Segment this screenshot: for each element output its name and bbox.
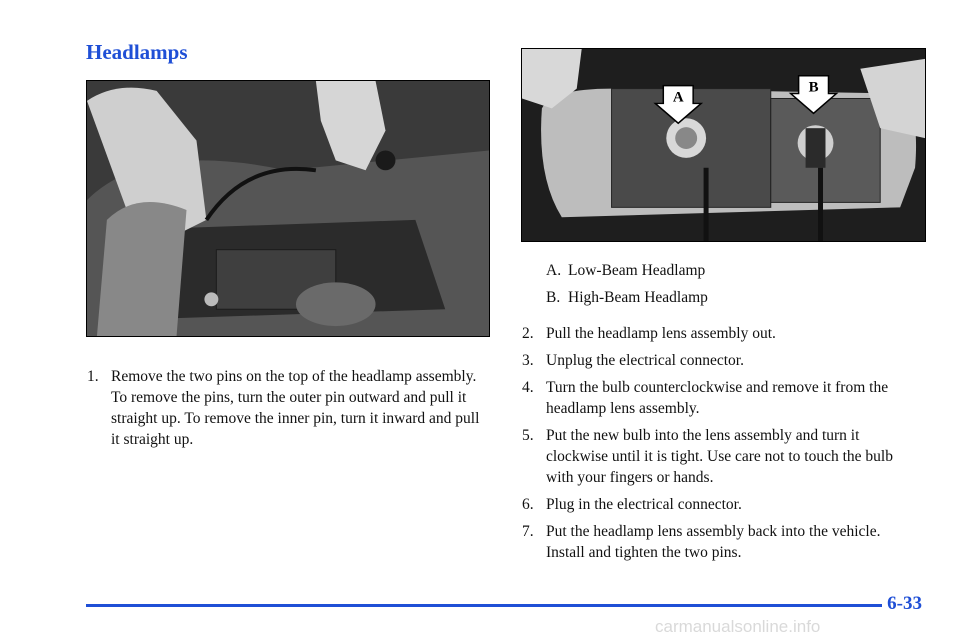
section-heading: Headlamps (86, 40, 188, 64)
step-text: Turn the bulb counterclockwise and remove it from the headlamp lens assembly. (546, 379, 889, 417)
watermark-text: carmanualsonline.info (655, 617, 821, 636)
caption-marker: A. (546, 262, 562, 279)
page-number: 6-33 (887, 593, 922, 614)
figure-captions (546, 260, 708, 314)
step-text: Unplug the electrical connector. (546, 352, 744, 369)
caption-item (546, 287, 708, 308)
step-number: 6. (522, 496, 534, 513)
step-number: 3. (522, 352, 534, 369)
steps-left-column (87, 366, 487, 456)
caption-item (546, 260, 708, 281)
step-number: 5. (522, 427, 534, 444)
steps-right-column (522, 323, 922, 569)
footer-rule (86, 604, 882, 607)
step-text: Pull the headlamp lens assembly out. (546, 325, 776, 342)
caption-text: Low-Beam Headlamp (568, 262, 706, 279)
caption-text: High-Beam Headlamp (568, 289, 708, 306)
step-item (522, 494, 922, 515)
step-text: Put the headlamp lens assembly back into the vehicle. Install and tighten the two pins. (546, 523, 881, 561)
step-number: 4. (522, 379, 534, 396)
step-number: 7. (522, 523, 534, 540)
step-item (522, 521, 922, 563)
headlamp-bulbs-photo (521, 48, 926, 242)
step-item (522, 350, 922, 371)
step-text: Put the new bulb into the lens assembly and turn it clockwise until it is tight. Use care not to touch the bulb with your fingers or hands. (546, 427, 893, 486)
headlamp-pin-removal-photo (86, 80, 490, 337)
step-item (522, 377, 922, 419)
step-number: 1. (87, 368, 99, 385)
step-item (87, 366, 487, 450)
callout-b-label: B (808, 79, 819, 96)
caption-marker: B. (546, 289, 561, 306)
step-number: 2. (522, 325, 534, 342)
step-item (522, 323, 922, 344)
step-item (522, 425, 922, 488)
step-text: Remove the two pins on the top of the headlamp assembly. To remove the pins, turn the outer pin outward and pull it straight up. To remove the inner pin, turn it inward and pull it straight up. (111, 368, 480, 448)
step-text: Plug in the electrical connector. (546, 496, 742, 513)
callout-a-label: A (672, 89, 684, 106)
watermark-logo (655, 615, 955, 637)
